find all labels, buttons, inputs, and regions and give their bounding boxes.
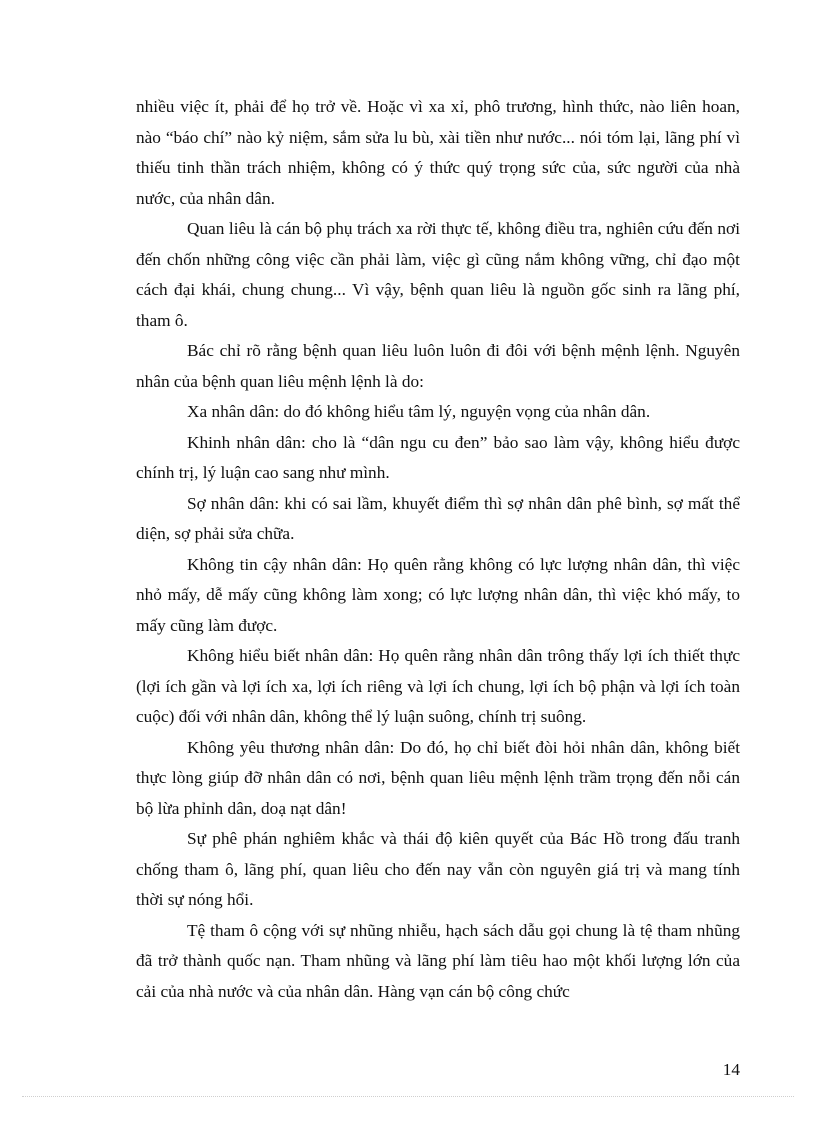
paragraph-khong-tin-cay: Không tin cậy nhân dân: Họ quên rằng không có lực lượng nhân dân, thì việc nhỏ mấy, dễ mấy cũng không làm xong; có lực lượng nhân dân, thì việc khó mấy, to mấy cũng làm được. xyxy=(136,554,740,635)
paragraph-nguyen-nhan: Bác chỉ rõ rằng bệnh quan liêu luôn luôn đi đôi với bệnh mệnh lệnh. Nguyên nhân của bệnh quan liêu mệnh lệnh là do: xyxy=(136,341,740,391)
page-body xyxy=(136,92,740,1007)
page-number: 14 xyxy=(722,1060,740,1079)
paragraph-continuation: nhiều việc ít, phải để họ trở về. Hoặc vì xa xỉ, phô trương, hình thức, nào liên hoan, nào “báo chí” nào kỷ niệm, sắm sửa lu bù, xài tiền như nước... nói tóm lại, lãng phí vì thiếu tinh thần trách nhiệm, không có ý thức quý trọng sức của, sức người của nhà nước, của nhân dân. xyxy=(136,97,740,208)
paragraph-xa-nhan-dan: Xa nhân dân: do đó không hiểu tâm lý, nguyện vọng của nhân dân. xyxy=(187,402,651,421)
paragraph-quan-lieu: Quan liêu là cán bộ phụ trách xa rời thực tế, không điều tra, nghiên cứu đến nơi đến chốn những công việc cần phải làm, việc gì cũng nắm không vững, chỉ đạo một cách đại khái, chung chung... Vì vậy, bệnh quan liêu là nguồn gốc sinh ra lãng phí, tham ô. xyxy=(136,219,740,330)
paragraph-khinh-nhan-dan: Khinh nhân dân: cho là “dân ngu cu đen” bảo sao làm vậy, không hiểu được chính trị, lý luận cao sang như mình. xyxy=(136,432,740,482)
paragraph-khong-yeu-thuong: Không yêu thương nhân dân: Do đó, họ chỉ biết đòi hỏi nhân dân, không biết thực lòng giúp đỡ nhân dân có nơi, bệnh quan liêu mệnh lệnh trầm trọng đến nỗi cán bộ lừa phỉnh dân, doạ nạt dân! xyxy=(136,737,740,818)
paragraph-khong-hieu-biet: Không hiểu biết nhân dân: Họ quên rằng nhân dân trông thấy lợi ích thiết thực (lợi ích gần và lợi ích xa, lợi ích riêng và lợi ích chung, lợi ích bộ phận và lợi ích toàn cuộc) đối với nhân dân, không thể lý luận suông, chính trị suông. xyxy=(136,646,740,726)
paragraph-te-tham-o: Tệ tham ô cộng với sự nhũng nhiễu, hạch sách dẫu gọi chung là tệ tham nhũng đã trở thành quốc nạn. Tham nhũng và lãng phí làm tiêu hao một khối lượng lớn của cải của nhà nước và của nhân dân. Hàng vạn cán bộ công chức xyxy=(136,920,740,1001)
paragraph-so-nhan-dan: Sợ nhân dân: khi có sai lầm, khuyết điểm thì sợ nhân dân phê bình, sợ mất thể diện, sợ phải sửa chữa. xyxy=(136,493,740,543)
footer-divider xyxy=(22,1096,794,1097)
paragraph-phe-phan: Sự phê phán nghiêm khắc và thái độ kiên quyết của Bác Hồ trong đấu tranh chống tham ô, lãng phí, quan liêu cho đến nay vẫn còn nguyên giá trị và mang tính thời sự nóng hổi. xyxy=(136,829,740,909)
